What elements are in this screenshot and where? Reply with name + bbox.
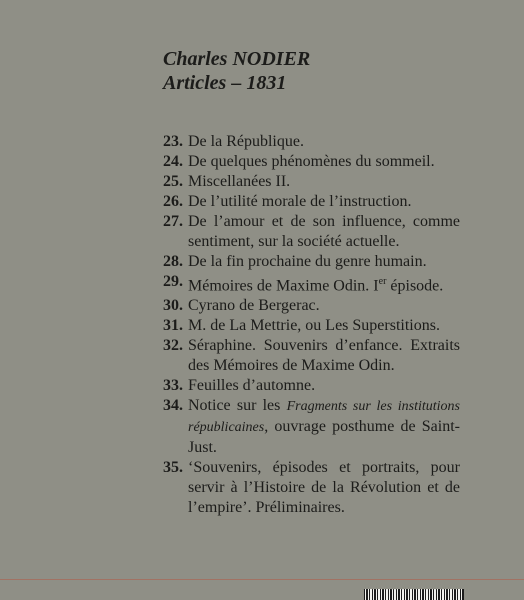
item-number: 33. [163, 377, 183, 395]
list-item [163, 336, 460, 376]
item-title: Miscellanées II. [188, 173, 291, 190]
header [163, 47, 310, 95]
item-title: M. de La Mettrie, ou Les Superstitions. [188, 317, 440, 335]
item-number: 29. [163, 273, 183, 290]
item-number: 23. [163, 133, 183, 150]
item-number: 25. [163, 173, 183, 190]
item-title: De l’utilité morale de l’instruction. [188, 193, 412, 210]
item-number: 24. [163, 153, 183, 170]
list-item [163, 132, 460, 152]
item-title-suffix: , ouvrage posthume de Saint-Just. [188, 418, 460, 457]
list-item [163, 316, 460, 336]
item-title: Feuilles d’automne. [188, 377, 316, 395]
item-title: Mémoires de Maxime Odin. [188, 277, 370, 295]
item-title: De la République. [188, 133, 304, 150]
item-title: De quelques phénomènes du sommeil. [188, 153, 435, 170]
list-item [163, 458, 460, 518]
item-number: 35. [163, 459, 183, 477]
item-number: 31. [163, 317, 183, 335]
item-title: ‘Souvenirs, épisodes et portraits, pour servir à l’Histoire de la Révolution et de l’empire’. Préliminaires. [188, 459, 460, 517]
item-number: 26. [163, 193, 183, 210]
item-title: Cyrano de Bergerac. [188, 297, 320, 315]
list-item [163, 192, 460, 212]
list-item [163, 376, 460, 396]
author-name: Charles NODIER [163, 48, 311, 70]
list-item [163, 296, 460, 316]
episode-superscript: er [378, 276, 387, 287]
list-item [163, 396, 460, 458]
item-title: De l’amour et de son influence, comme sentiment, sur la société actuelle. [188, 213, 460, 250]
item-number: 32. [163, 337, 183, 355]
list-item [163, 272, 460, 296]
episode-roman: I [369, 277, 379, 295]
bottom-rule [0, 579, 524, 580]
item-title-italic: Fragments sur les institutions républicaines [188, 399, 460, 436]
item-number: 34. [163, 397, 183, 415]
item-number: 30. [163, 297, 183, 315]
list-item [163, 172, 460, 192]
barcode [364, 589, 464, 600]
item-title: Séraphine. Souvenirs d’enfance. Extraits des Mémoires de Maxime Odin. [188, 337, 460, 375]
episode-word: épisode. [386, 277, 444, 295]
collection-subtitle: Articles – 1831 [163, 72, 287, 94]
item-title: De la fin prochaine du genre humain. [188, 253, 427, 270]
list-item [163, 212, 460, 252]
item-number: 27. [163, 213, 183, 230]
item-title-prefix: Notice sur les [188, 397, 287, 415]
list-item [163, 152, 460, 172]
article-list [163, 132, 460, 518]
item-number: 28. [163, 253, 183, 270]
list-item [163, 252, 460, 272]
